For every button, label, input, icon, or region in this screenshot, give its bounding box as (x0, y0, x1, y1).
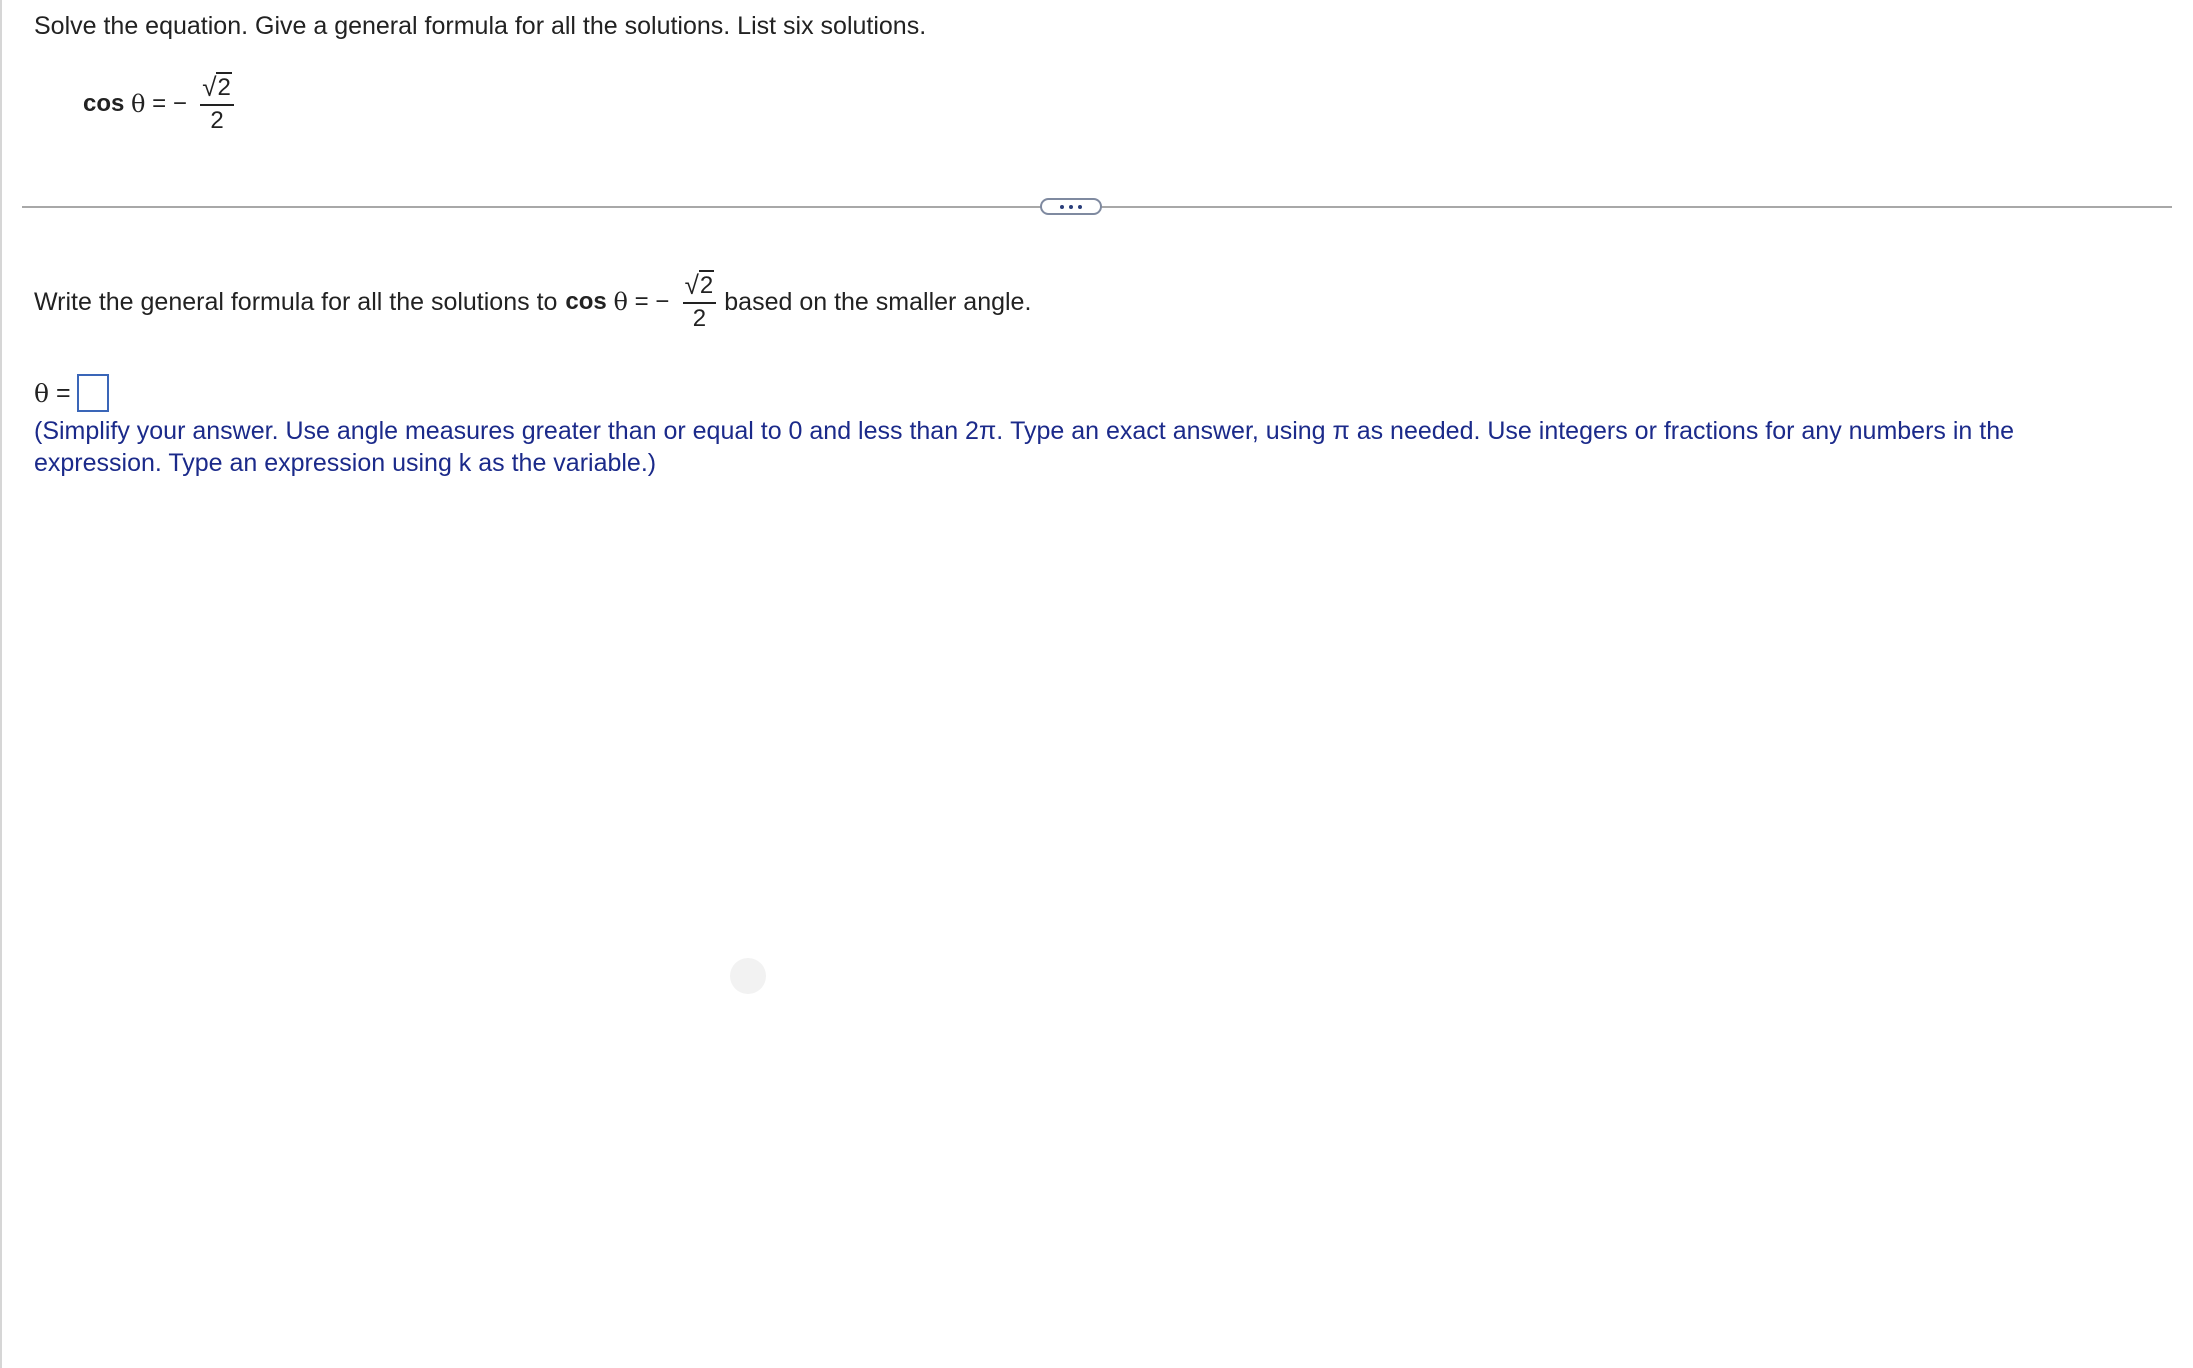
radicand: 2 (217, 74, 231, 101)
radical-icon: √ (202, 72, 217, 102)
fraction-numerator (200, 72, 234, 104)
given-equation (83, 72, 234, 136)
equals-sign: = (634, 288, 649, 315)
equals-sign: = (152, 90, 167, 117)
fraction (683, 270, 717, 334)
ellipsis-icon (1069, 205, 1073, 209)
problem-prompt: Solve the equation. Give a general formula for all the solutions. List six solutions. (34, 12, 927, 40)
question-suffix: based on the smaller angle. (724, 287, 1032, 316)
equals-sign: = (56, 378, 71, 407)
question-text (34, 270, 1031, 334)
inline-equation (565, 270, 716, 334)
square-root (202, 72, 232, 102)
more-options-button[interactable] (1040, 198, 1102, 215)
negative-sign: − (172, 90, 187, 117)
theta-symbol: θ (613, 288, 628, 316)
cos-function: cos (565, 288, 607, 315)
radicand: 2 (699, 272, 714, 299)
ellipsis-icon (1060, 205, 1064, 209)
theta-symbol: θ (34, 378, 50, 408)
radical-icon: √ (684, 270, 699, 300)
answer-input[interactable] (77, 374, 109, 412)
theta-symbol: θ (131, 90, 146, 118)
answer-row (34, 374, 109, 412)
cos-function: cos (83, 90, 125, 117)
fraction-numerator (683, 270, 717, 302)
answer-instructions: (Simplify your answer. Use angle measures greater than or equal to 0 and less than 2π. Type an exact answer, using π as needed. Use integers or fractions for any numbers in the expression. Type an expression using k as the variable.) (34, 417, 2015, 477)
square-root (685, 270, 715, 300)
negative-sign: − (655, 288, 670, 315)
ellipsis-icon (1078, 205, 1082, 209)
fraction-denominator: 2 (692, 305, 707, 332)
fraction (200, 72, 234, 136)
fraction-denominator: 2 (210, 107, 224, 134)
question-prefix: Write the general formula for all the solutions to (34, 287, 558, 316)
page-left-border (0, 0, 2, 1368)
cursor-highlight (730, 958, 766, 994)
